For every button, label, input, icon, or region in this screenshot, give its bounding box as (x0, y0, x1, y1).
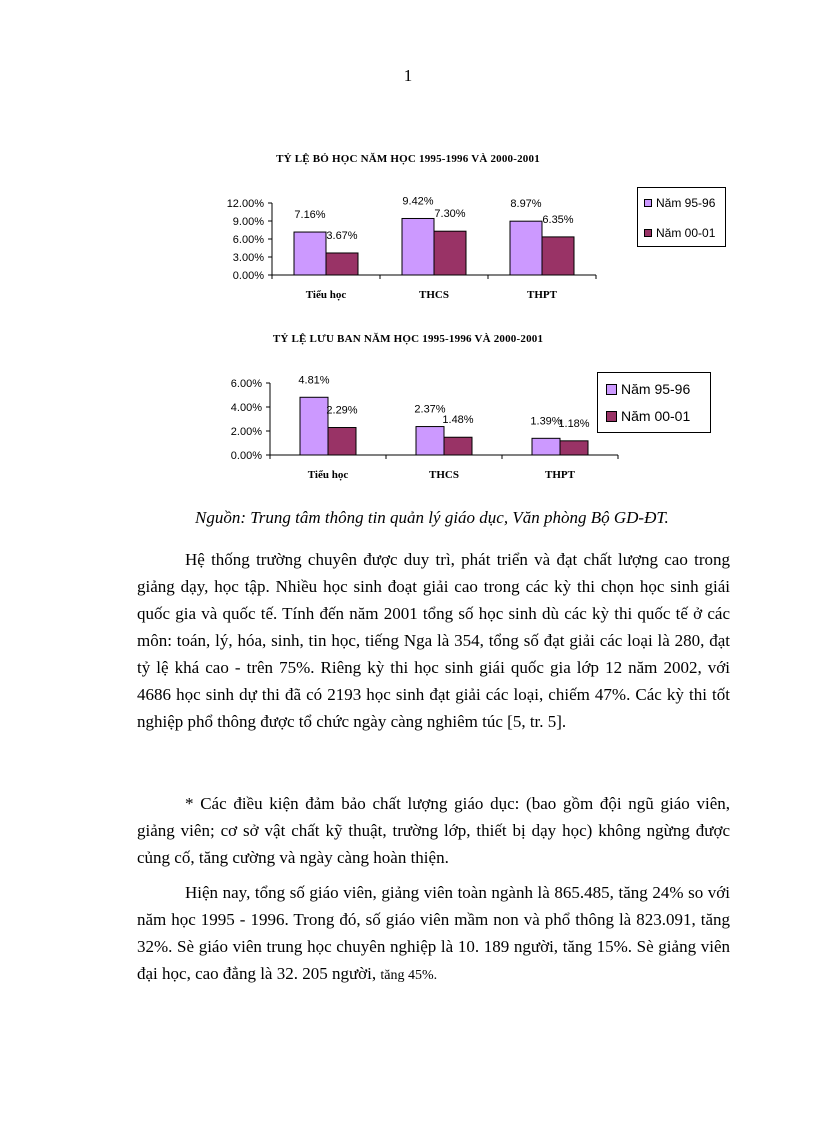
bar (532, 438, 560, 455)
source-note: Nguồn: Trung tâm thông tin quản lý giáo dục, Văn phòng Bộ GD-ĐT. (195, 508, 669, 527)
paragraph (137, 546, 730, 735)
legend-label: Năm 00-01 (656, 226, 716, 240)
y-tick-label: 6.00% (230, 378, 262, 390)
x-tick-label: Tiểu học (307, 469, 349, 481)
y-tick-label: 9.00% (232, 216, 264, 228)
legend-swatch (606, 384, 617, 395)
y-tick-label: 3.00% (232, 252, 264, 264)
legend-item (606, 381, 690, 397)
x-tick-label: THCS (419, 289, 449, 301)
y-tick-label: 6.00% (232, 234, 264, 246)
bar (416, 427, 444, 455)
data-label: 7.30% (434, 208, 466, 221)
data-label: 7.16% (294, 209, 326, 222)
data-label: 4.81% (298, 374, 330, 387)
data-label: 3.67% (326, 229, 358, 242)
data-label: 1.18% (558, 417, 590, 430)
data-label: 9.42% (402, 195, 434, 208)
data-label: 2.37% (414, 403, 446, 416)
data-label: 6.35% (542, 213, 574, 226)
x-tick-label: THPT (527, 289, 557, 301)
chart-title-repetition: TỶ LỆ LƯU BAN NĂM HỌC 1995-1996 VÀ 2000-2001 (272, 333, 544, 345)
paragraph (137, 879, 730, 989)
paragraph-text: Hiện nay, tổng số giáo viên, giảng viên toàn ngành là 865.485, tăng 24% so với năm học 1995 - 1996. Trong đó, số giáo viên mầm non và phổ thông là 823.091, tăng 32%. Sè giáo viên trung học chuyên nghiệp là 10. 189 người, tăng 15%. Sè giảng viên đại học, cao đẳng là 32. 205 người, (137, 883, 730, 983)
x-tick-label: THPT (545, 469, 575, 481)
y-tick-label: 12.00% (226, 198, 264, 210)
data-label: 8.97% (510, 198, 542, 211)
paragraph-tail: tăng 45%. (380, 968, 438, 983)
x-tick-label: THCS (429, 469, 459, 481)
bar (328, 428, 356, 455)
y-tick-label: 4.00% (230, 402, 262, 414)
legend-swatch (606, 411, 617, 422)
page-number: 1 (403, 66, 413, 85)
bar (560, 441, 588, 455)
y-tick-label: 0.00% (230, 450, 262, 462)
legend-label: Năm 00-01 (621, 408, 691, 424)
bar (300, 397, 328, 455)
y-tick-label: 2.00% (230, 426, 262, 438)
paragraph-text: Hệ thống trường chuyên được duy trì, phát triển và đạt chất lượng cao trong giảng dạy, học tập. Nhiều học sinh đoạt giải cao trong các kỳ thi chọn học sinh giái quốc gia và quốc tế. Tính đến năm 2001 tổng số học sinh dù các kỳ thi quốc tế ở các môn: toán, lý, hóa, sinh, tin học, tiếng Nga là 354, tổng số đạt giải các loại là 280, đạt tỷ lệ khá cao - trên 75%. Riêng kỳ thi học sinh giái quốc gia lớp 12 năm 2002, với 4686 học sinh dự thi đã có 2193 học sinh đạt giải các loại, chiếm 47%. Các kỳ thi tốt nghiệp phổ thông được tổ chức ngày càng nghiêm túc [5, tr. 5]. (137, 550, 730, 731)
data-label: 1.48% (442, 414, 474, 427)
legend-item (606, 408, 690, 424)
data-label: 1.39% (530, 415, 562, 428)
y-tick-label: 0.00% (232, 270, 264, 282)
data-label: 2.29% (326, 404, 358, 417)
paragraph (137, 790, 730, 871)
legend-repetition (597, 372, 711, 433)
bar (444, 437, 472, 455)
chart-title-dropout: TỶ LỆ BỎ HỌC NĂM HỌC 1995-1996 VÀ 2000-2001 (276, 153, 540, 165)
x-tick-label: Tiểu học (305, 289, 347, 301)
paragraph-text: * Các điều kiện đảm bảo chất lượng giáo dục: (bao gồm đội ngũ giáo viên, giảng viên; cơ sở vật chất kỹ thuật, trường lớp, thiết bị dạy học) không ngừng được củng cố, tăng cường và ngày càng hoàn thiện. (137, 794, 730, 867)
legend-label: Năm 95-96 (621, 381, 691, 397)
legend-label: Năm 95-96 (656, 196, 716, 210)
